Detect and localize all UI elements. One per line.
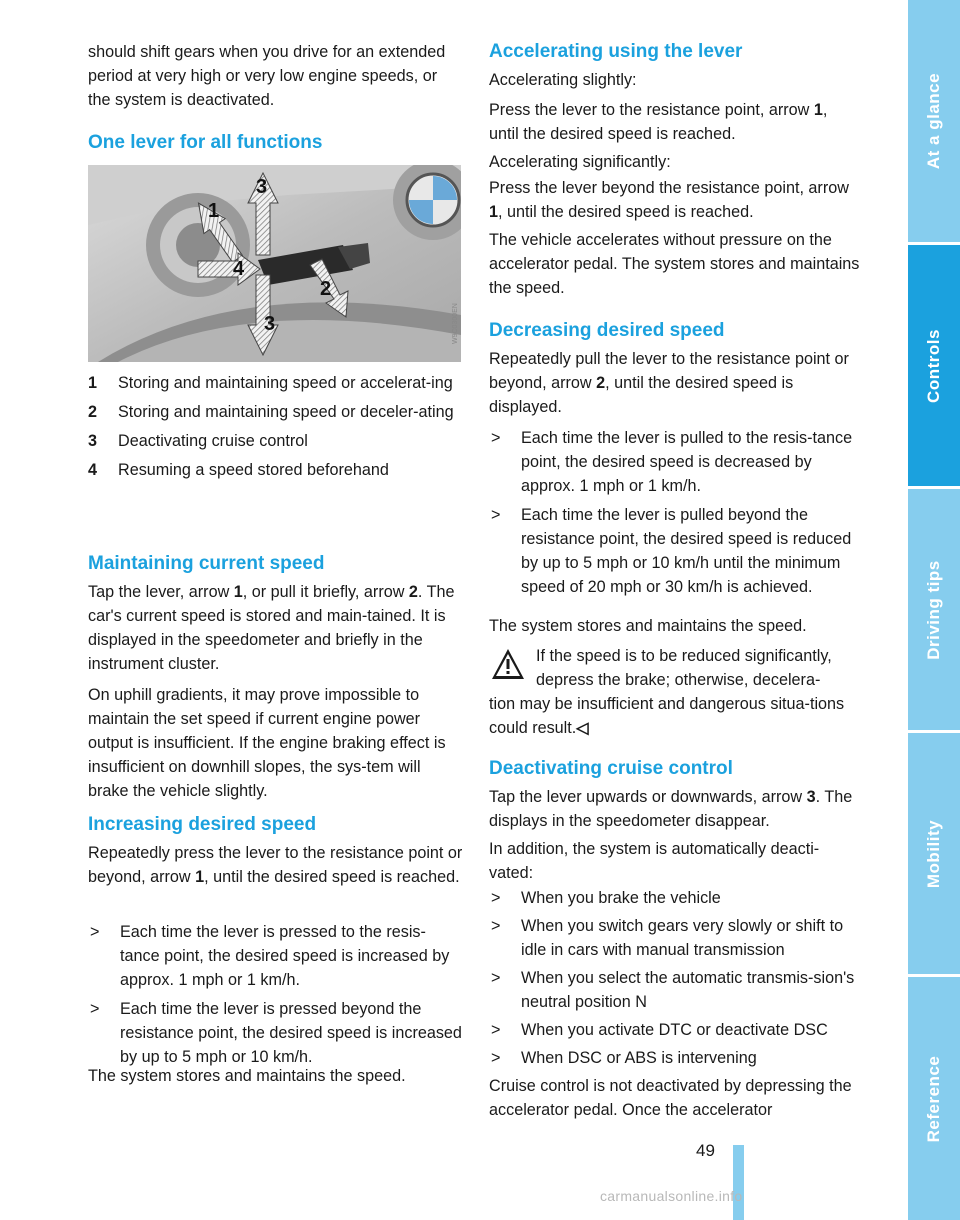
maintain-paragraph-2: On uphill gradients, it may prove impossible to maintain the set speed if current engine power output is insufficient. If the engine braking effect is insufficient on downhill slopes, the sys-tem will brake the vehicle slightly. [88,686,446,800]
legend-number: 3 [88,432,98,450]
deactivate-paragraph-1 [489,785,861,833]
list-item [489,1046,861,1070]
bullet-marker: > [491,889,501,907]
arrow-ref: 3 [806,788,816,806]
text-run: , until the desired speed is reached. [498,203,754,221]
decrease-paragraph [489,347,861,419]
list-item [489,1018,861,1042]
page-number: 49 [696,1141,715,1160]
legend-text: Storing and maintaining speed or deceler-ating [118,403,454,421]
arrow-ref: 1 [195,868,205,886]
list-item-text: Each time the lever is pulled beyond the resistance point, the desired speed is reduced by up to 5 mph or 10 km/h until the minimum speed of 20 mph or 30 km/h is achieved. [521,506,852,596]
page-number-bar [733,1145,744,1220]
list-item-text: Each time the lever is pressed to the resis-tance point, the desired speed is increased by approx. 1 mph or 1 km/h. [120,923,450,989]
arrow-ref: 1 [489,203,499,221]
list-item-text: When you select the automatic transmis-sion's neutral position N [521,969,855,1011]
list-item [489,426,861,498]
list-item [88,920,464,992]
text-run: . The displays in the speedometer disappear. [489,788,853,830]
text-run: Tap the lever, arrow [88,583,234,601]
text-run: tion may be insufficient and dangerous situa-tions could result. [489,695,845,737]
figure-legend [88,371,464,482]
text-run: Press the lever to the resistance point, arrow [489,101,814,119]
legend-number: 1 [88,374,98,392]
chapter-sidebar [908,0,960,1220]
accel-sig-label: Accelerating significantly: [489,153,671,171]
warning-text-first: If the speed is to be reduced significantly, depress the brake; otherwise, decelera- [536,647,832,689]
decrease-end: The system stores and maintains the speed. [489,617,807,635]
warning-note [489,644,861,740]
figure-label-3-up: 3 [256,176,268,198]
figure-code: W9C0300EN [452,303,459,344]
heading-one-lever: One lever for all functions [88,132,323,153]
legend-item [88,400,464,424]
sidebar-tab-label: At a glance [924,72,943,170]
legend-number: 4 [88,461,98,479]
list-item [489,886,861,910]
text-run: Repeatedly press the lever to the resistance point or beyond, arrow [88,844,463,886]
accel-slight-paragraph [489,98,861,146]
bullet-marker: > [491,1049,501,1067]
increase-end: The system stores and maintains the speed. [88,1067,406,1085]
cruise-control-lever-figure [88,165,461,362]
sidebar-tab-label: Driving tips [924,559,943,660]
end-mark: ◁ [576,719,589,737]
text-run: , until the desired speed is reached. [204,868,460,886]
bullet-marker: > [491,506,501,524]
intro-paragraph: should shift gears when you drive for an extended period at very high or very low engine speeds, or the system is deactivated. [88,43,446,109]
heading-accelerating: Accelerating using the lever [489,41,743,62]
legend-item [88,429,464,453]
sidebar-tab-reference[interactable] [908,977,960,1220]
decrease-list [489,426,861,599]
bullet-marker: > [90,923,100,941]
list-item-text: When DSC or ABS is intervening [521,1049,757,1067]
accel-slight-label: Accelerating slightly: [489,71,637,89]
figure-label-2: 2 [320,278,332,300]
bullet-marker: > [90,1000,100,1018]
bullet-marker: > [491,917,501,935]
figure-label-1: 1 [208,200,220,222]
sidebar-tab-controls[interactable] [908,245,960,486]
heading-decreasing: Decreasing desired speed [489,320,725,341]
list-item-text: When you switch gears very slowly or shift to idle in cars with manual transmission [521,917,844,959]
accel-paragraph-3: The vehicle accelerates without pressure on the accelerator pedal. The system stores and maintains the speed. [489,231,860,297]
list-item [88,997,464,1069]
text-run: , until the desired speed is reached. [489,101,828,143]
sidebar-tab-label: Controls [924,328,943,403]
legend-text: Deactivating cruise control [118,432,308,450]
heading-deactivating: Deactivating cruise control [489,758,733,779]
text-run: , until the desired speed is displayed. [489,374,794,416]
text-run: Press the lever beyond the resistance point, arrow [489,179,849,197]
text-run: Tap the lever upwards or downwards, arrow [489,788,807,806]
text-run: , or pull it briefly, arrow [242,583,409,601]
legend-text: Resuming a speed stored beforehand [118,461,389,479]
sidebar-tab-label: Reference [924,1055,943,1142]
deactivate-paragraph-2: In addition, the system is automatically deacti-vated: [489,840,820,882]
arrow-ref: 1 [813,101,823,119]
increase-list [88,920,464,1069]
list-item [489,966,861,1014]
list-item-text: Each time the lever is pressed beyond the resistance point, the desired speed is increased by up to 5 mph or 10 km/h. [120,1000,462,1066]
arrow-ref: 1 [233,583,243,601]
heading-maintain: Maintaining current speed [88,553,325,574]
deactivate-list [489,886,861,1070]
watermark: carmanualsonline.info [600,1188,743,1204]
increase-paragraph [88,841,464,889]
accel-sig-paragraph [489,176,861,224]
sidebar-tab-mobility[interactable] [908,733,960,974]
legend-item [88,371,464,395]
list-item [489,503,861,599]
sidebar-tab-label: Mobility [924,819,943,888]
legend-number: 2 [88,403,98,421]
sidebar-tab-driving-tips[interactable] [908,489,960,730]
text-run: Repeatedly pull the lever to the resistance point or beyond, arrow [489,350,849,392]
legend-item [88,458,464,482]
arrow-ref: 2 [408,583,418,601]
list-item-text: When you activate DTC or deactivate DSC [521,1021,828,1039]
list-item [489,914,861,962]
heading-increase: Increasing desired speed [88,814,317,835]
list-item-text: Each time the lever is pulled to the resis-tance point, the desired speed is decreased by approx. 1 mph or 1 km/h. [521,429,853,495]
bullet-marker: > [491,429,501,447]
text-run: . The car's current speed is stored and main-tained. It is displayed in the speedometer and briefly in the instrument cluster. [88,583,455,673]
list-item-text: When you brake the vehicle [521,889,721,907]
warning-triangle-icon [491,648,525,680]
figure-label-3-down: 3 [264,313,276,335]
deactivate-end: Cruise control is not deactivated by depressing the accelerator pedal. Once the accelerator [489,1077,852,1119]
sidebar-tab-at-a-glance[interactable] [908,0,960,242]
maintain-paragraph-1 [88,580,464,676]
arrow-ref: 2 [596,374,606,392]
figure-label-4: 4 [233,258,245,280]
warning-text-rest [489,692,861,740]
bullet-marker: > [491,1021,501,1039]
legend-text: Storing and maintaining speed or accelerat-ing [118,374,453,392]
bullet-marker: > [491,969,501,987]
